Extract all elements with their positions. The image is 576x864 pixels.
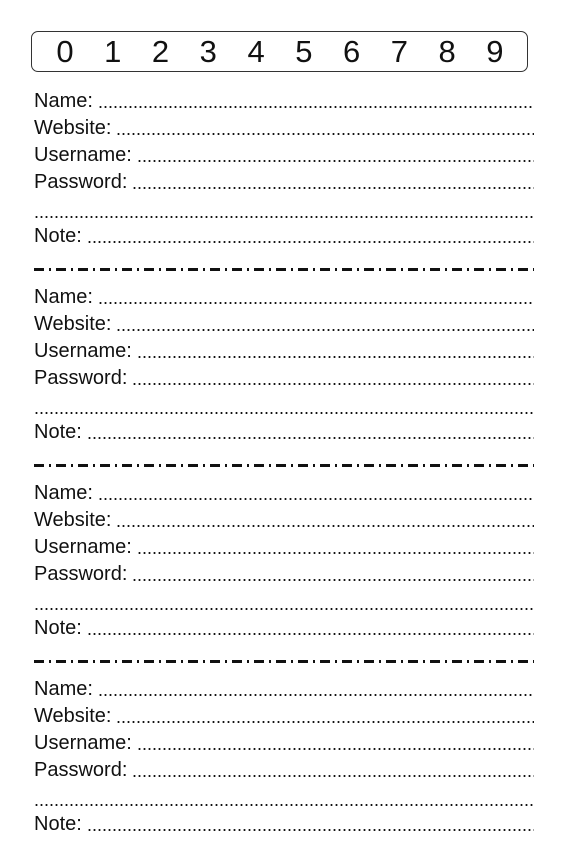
- username-label: Username:: [34, 536, 132, 558]
- digit: 7: [390, 34, 408, 69]
- website-row[interactable]: [34, 507, 534, 531]
- password-label: Password:: [34, 367, 128, 389]
- name-dotted-line[interactable]: [98, 693, 534, 697]
- cut-line-separator: [34, 660, 534, 663]
- password-row[interactable]: [34, 561, 534, 585]
- password-label: Password:: [34, 563, 128, 585]
- extra-dotted-line[interactable]: [34, 607, 534, 611]
- password-entry: [34, 480, 534, 650]
- name-label: Name:: [34, 482, 93, 504]
- username-row[interactable]: [34, 534, 534, 558]
- digit: 3: [199, 34, 217, 69]
- note-row[interactable]: [34, 615, 534, 639]
- password-row[interactable]: [34, 365, 534, 389]
- username-dotted-line[interactable]: [137, 747, 534, 751]
- password-label: Password:: [34, 759, 128, 781]
- note-row[interactable]: [34, 811, 534, 835]
- password-entry: [34, 676, 534, 846]
- username-label: Username:: [34, 144, 132, 166]
- extra-line-row[interactable]: [34, 786, 534, 810]
- name-label: Name:: [34, 678, 93, 700]
- digit: 5: [295, 34, 313, 69]
- password-dotted-line[interactable]: [132, 186, 534, 190]
- password-entry: [34, 284, 534, 454]
- password-label: Password:: [34, 171, 128, 193]
- note-row[interactable]: [34, 223, 534, 247]
- website-dotted-line[interactable]: [116, 720, 534, 724]
- extra-dotted-line[interactable]: [34, 215, 534, 219]
- extra-dotted-line[interactable]: [34, 803, 534, 807]
- digit-reference-box: [31, 31, 528, 72]
- username-row[interactable]: [34, 142, 534, 166]
- name-row[interactable]: [34, 676, 534, 700]
- digit: 9: [486, 34, 504, 69]
- digit: 1: [104, 34, 122, 69]
- note-dotted-line[interactable]: [87, 436, 534, 440]
- digit: 8: [438, 34, 456, 69]
- website-label: Website:: [34, 117, 112, 139]
- username-label: Username:: [34, 732, 132, 754]
- digit: 2: [151, 34, 170, 69]
- website-dotted-line[interactable]: [116, 132, 534, 136]
- name-label: Name:: [34, 286, 93, 308]
- website-dotted-line[interactable]: [116, 524, 534, 528]
- note-label: Note:: [34, 813, 82, 835]
- extra-dotted-line[interactable]: [34, 411, 534, 415]
- password-entry: [34, 88, 534, 258]
- note-label: Note:: [34, 225, 82, 247]
- cut-line-separator: [34, 268, 534, 271]
- note-dotted-line[interactable]: [87, 240, 534, 244]
- digit: 4: [247, 34, 265, 69]
- password-row[interactable]: [34, 757, 534, 781]
- username-row[interactable]: [34, 730, 534, 754]
- name-dotted-line[interactable]: [98, 497, 534, 501]
- extra-line-row[interactable]: [34, 198, 534, 222]
- cut-line-separator: [34, 464, 534, 467]
- password-dotted-line[interactable]: [132, 774, 534, 778]
- extra-line-row[interactable]: [34, 590, 534, 614]
- name-row[interactable]: [34, 284, 534, 308]
- digit: 6: [342, 34, 361, 69]
- name-label: Name:: [34, 90, 93, 112]
- digit: 0: [56, 34, 74, 69]
- username-row[interactable]: [34, 338, 534, 362]
- website-dotted-line[interactable]: [116, 328, 534, 332]
- name-row[interactable]: [34, 88, 534, 112]
- password-dotted-line[interactable]: [132, 578, 534, 582]
- extra-line-row[interactable]: [34, 394, 534, 418]
- username-dotted-line[interactable]: [137, 159, 534, 163]
- note-label: Note:: [34, 421, 82, 443]
- website-row[interactable]: [34, 311, 534, 335]
- name-row[interactable]: [34, 480, 534, 504]
- name-dotted-line[interactable]: [98, 301, 534, 305]
- website-label: Website:: [34, 509, 112, 531]
- username-label: Username:: [34, 340, 132, 362]
- website-label: Website:: [34, 313, 112, 335]
- name-dotted-line[interactable]: [98, 105, 534, 109]
- username-dotted-line[interactable]: [137, 551, 534, 555]
- website-label: Website:: [34, 705, 112, 727]
- note-dotted-line[interactable]: [87, 828, 534, 832]
- note-row[interactable]: [34, 419, 534, 443]
- note-label: Note:: [34, 617, 82, 639]
- website-row[interactable]: [34, 115, 534, 139]
- password-dotted-line[interactable]: [132, 382, 534, 386]
- username-dotted-line[interactable]: [137, 355, 534, 359]
- password-row[interactable]: [34, 169, 534, 193]
- website-row[interactable]: [34, 703, 534, 727]
- note-dotted-line[interactable]: [87, 632, 534, 636]
